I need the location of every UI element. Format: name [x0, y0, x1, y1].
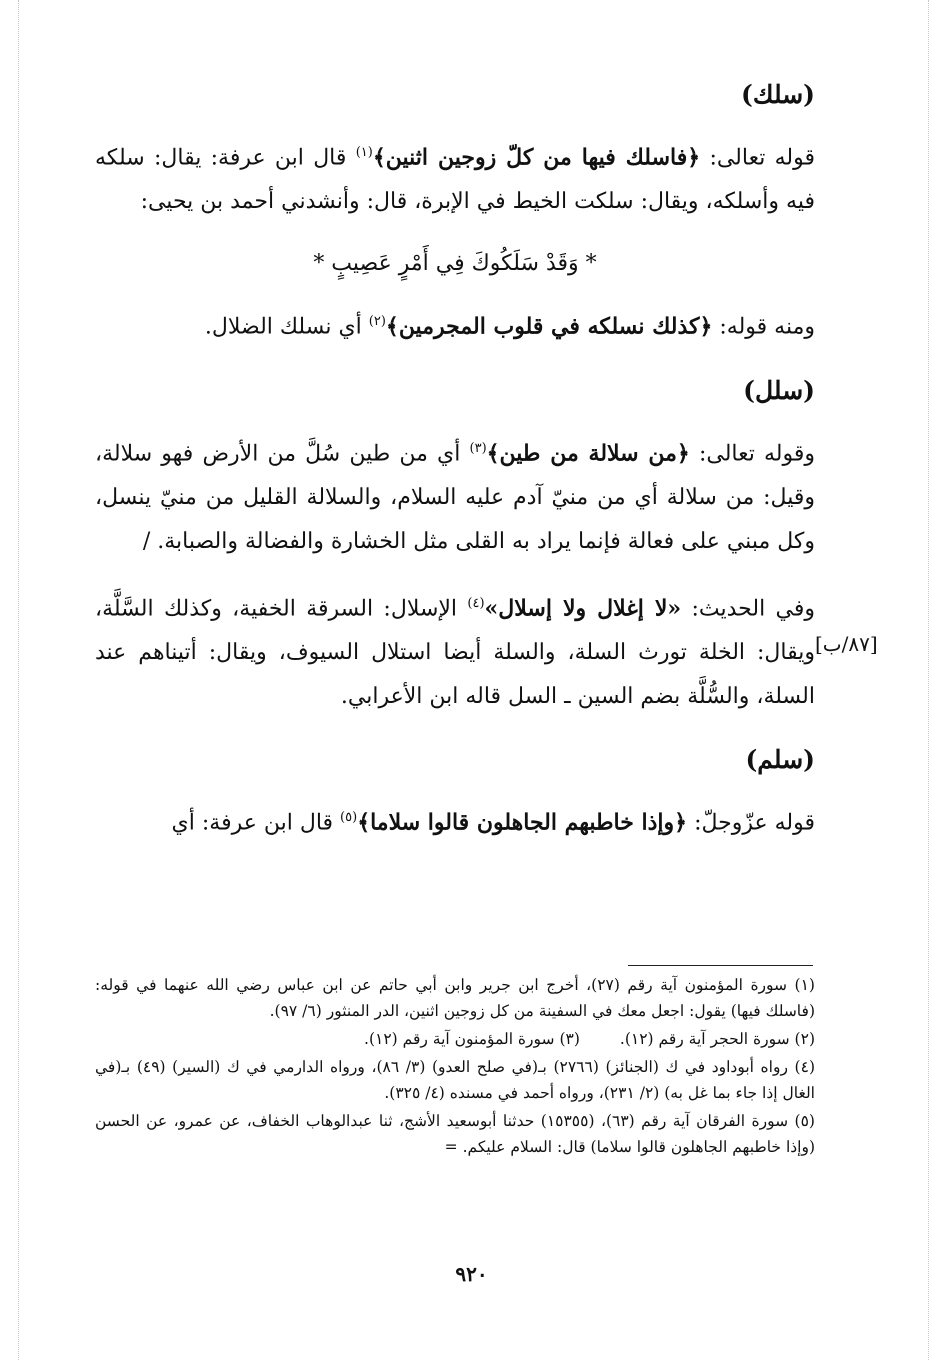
footnote-1: (١) سورة المؤمنون آية رقم (٢٧)، أخرج ابن جرير وابن أبي حاتم عن ابن عباس رضي الله عنهما في قوله: (فاسلك فيها) يقول: اجعل معك في السفينة من كل زوجين اثنين، الدر المنثور (٦/ ٩٧).	[95, 976, 815, 1020]
heading-salal: (سلل)	[743, 375, 815, 405]
page-number: ٩٢٠	[455, 1262, 488, 1286]
footnote-ref: (١)	[355, 145, 373, 160]
quran-verse: ﴿من سلالة من طين﴾	[486, 439, 690, 466]
footnote-2: (٢) سورة الحجر آية رقم (١٢).	[619, 1030, 815, 1048]
quran-verse: ﴿وإذا خاطبهم الجاهلون قالوا سلاما﴾	[357, 809, 688, 836]
scan-edge-right	[928, 0, 929, 1360]
lead-text: قوله تعالى:	[709, 145, 816, 171]
footnote-divider	[628, 965, 813, 966]
paragraph-salal-2	[95, 582, 815, 719]
paragraph-salak-1	[95, 131, 815, 224]
paragraph-salam-1	[95, 796, 815, 845]
quran-verse: ﴿كذلك نسلكه في قلوب المجرمين﴾	[385, 313, 713, 340]
lead-text: ومنه قوله:	[719, 314, 815, 340]
body-text: قال ابن عرفة: أي	[171, 810, 334, 836]
lead-text: وفي الحديث:	[691, 596, 815, 622]
footnotes	[95, 972, 815, 1162]
footnote-3: (٣) سورة المؤمنون آية رقم (١٢).	[364, 1030, 580, 1048]
main-text	[95, 80, 815, 864]
lead-text: وقوله تعالى:	[698, 440, 815, 466]
poem-verse: * وَقَدْ سَلَكُوكَ فِي أَمْرٍ عَصِيبٍ *	[313, 251, 597, 277]
footnote-ref: (٢)	[368, 314, 386, 330]
quran-verse: ﴿فاسلك فيها من كلّ زوجين اثنين﴾	[372, 144, 701, 171]
lead-text: قوله عزّوجلّ:	[694, 810, 815, 836]
scan-edge-left	[18, 0, 19, 1360]
body-text: أي من طين سُلَّ من الأرض فهو سلالة، وقيل: من سلالة أي من منيّ آدم عليه السلام، والسلالة القليل من منيّ ينسل، وكل مبني على فعالة فإنما يراد به القلى مثل الخشارة والفضالة والصبابة. /	[95, 440, 815, 554]
paragraph-salak-2	[95, 300, 815, 349]
body-text: الإسلال: السرقة الخفية، وكذلك السَّلَّة، ويقال: الخلة تورث السلة، والسلة أيضا استلال السيوف، ويقال: أتيناهم عند السلة، والسُّلَّة بضم السين ـ السل قاله ابن الأعرابي.	[95, 596, 815, 710]
heading-salak: (سلك)	[741, 80, 815, 109]
heading-salam: (سلم)	[745, 745, 815, 775]
footnote-ref: (٣)	[469, 440, 487, 456]
footnote-4: (٤) رواه أبوداود في ك (الجنائز) (٢٧٦٦) بـ(في صلح العدو) (٣/ ٨٦)، ورواه الدارمي في ك (السير) (٤٩) بـ(في الغال إذا جاء بما غل به) (٢/ ٢٣١)، ورواه أحمد في مسنده (٤/ ٣٢٥).	[95, 1058, 815, 1102]
hadith-text: «لا إغلال ولا إسلال»	[484, 595, 682, 622]
paragraph-salal-1	[95, 427, 815, 564]
body-text: أي نسلك الضلال.	[204, 314, 362, 340]
footnote-ref: (٥)	[340, 810, 358, 826]
footnote-row-2-3	[95, 1026, 815, 1052]
folio-marginal-note: [٨٧/ب]	[815, 632, 878, 656]
footnote-ref: (٤)	[467, 595, 485, 611]
body-text: قال ابن عرفة: يقال: سلكه فيه وأسلكه، ويقال: سلكت الخيط في الإبرة، قال: وأنشدني أحمد بن يحيى:	[95, 145, 815, 215]
footnote-5: (٥) سورة الفرقان آية رقم (٦٣)، (١٥٣٥٥) حدثنا أبوسعيد الأشج، ثنا عبدالوهاب الخفاف، عن عمرو، عن الحسن (وإذا خاطبهم الجاهلون قالوا سلاما) قال: السلام عليكم. =	[95, 1112, 815, 1156]
